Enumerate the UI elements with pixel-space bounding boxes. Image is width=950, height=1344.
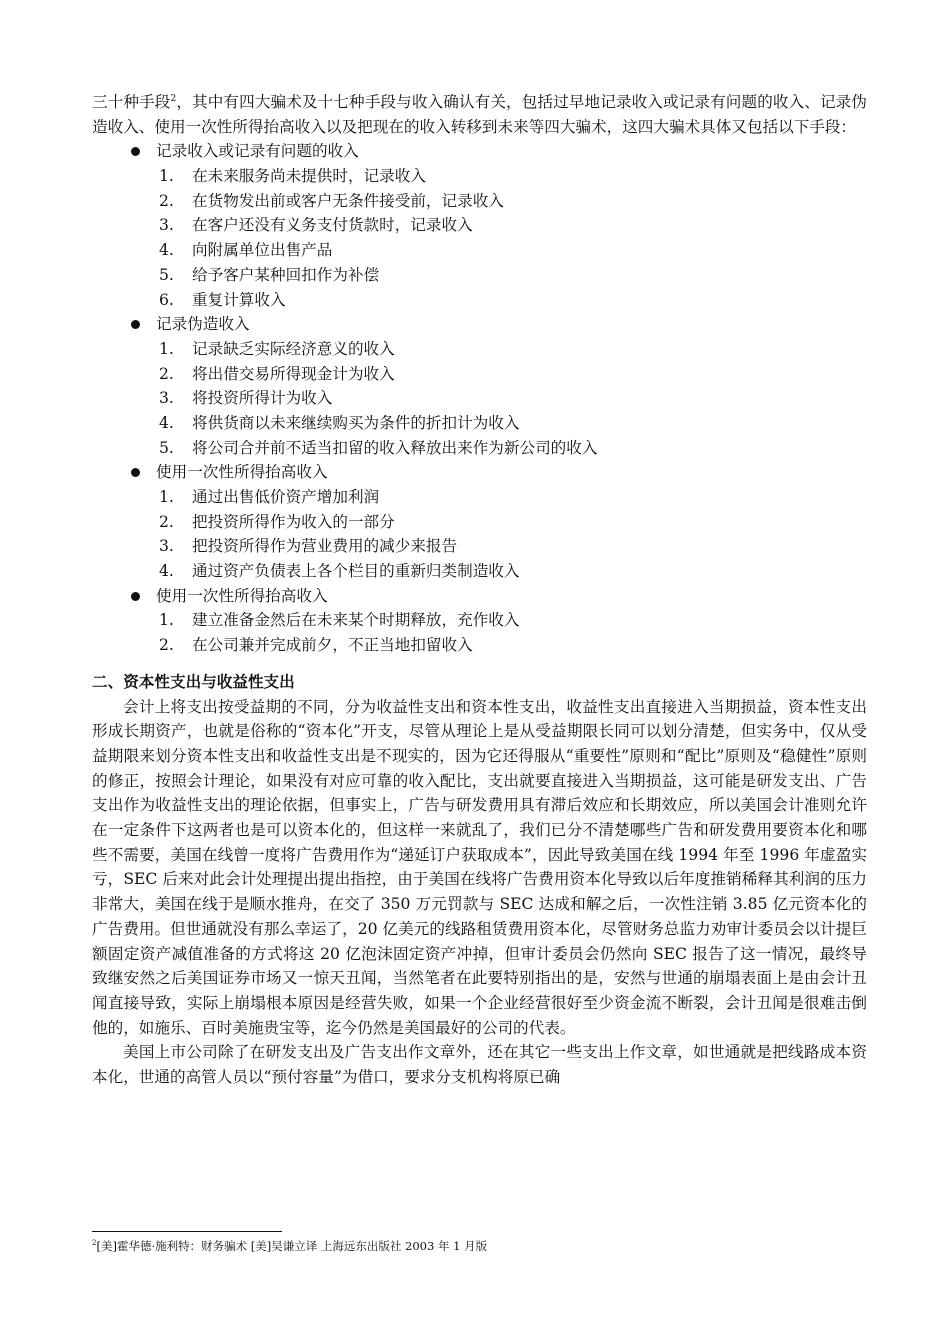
item-text: 在公司兼并完成前夕，不正当地扣留收入 <box>192 636 473 655</box>
item-text: 把投资所得作为营业费用的减少来报告 <box>192 537 458 556</box>
sub-list-item <box>92 288 867 313</box>
sub-list-item <box>92 608 867 633</box>
item-number: 6. <box>159 290 174 309</box>
item-number: 1. <box>159 167 174 186</box>
bullet-dot-icon <box>131 468 140 477</box>
footnote-reference: 2 <box>170 93 177 104</box>
item-text: 在货物发出前或客户无条件接受前，记录收入 <box>192 191 504 210</box>
sub-list-item <box>92 263 867 288</box>
page-content <box>92 90 867 1090</box>
item-text: 向附属单位出售产品 <box>192 241 333 260</box>
intro-paragraph <box>92 90 867 139</box>
fraud-technique-list <box>92 139 867 657</box>
item-number: 5. <box>159 438 174 457</box>
sub-list-item <box>92 238 867 263</box>
footnote <box>92 1238 487 1254</box>
item-number: 1. <box>159 339 174 358</box>
item-text: 把投资所得作为收入的一部分 <box>192 512 395 531</box>
item-text: 通过资产负债表上各个栏目的重新归类制造收入 <box>192 562 520 581</box>
bullet-dot-icon <box>131 147 140 156</box>
bullet-item <box>92 584 867 609</box>
section-heading: 二、资本性支出与收益性支出 <box>92 672 295 691</box>
sub-list-item <box>92 534 867 559</box>
item-text: 将投资所得计为收入 <box>192 389 333 408</box>
bullet-item <box>92 139 867 164</box>
intro-lead: 三十种手段 <box>92 93 171 111</box>
sub-list-item <box>92 633 867 658</box>
item-text: 在客户还没有义务支付货款时，记录收入 <box>192 216 473 235</box>
intro-rest: ，其中有四大骗术及十七种手段与收入确认有关，包括过早地记录收入或记录有问题的收入、记录伪造收入、使用一次性所得抬高收入以及把现在的收入转移到未来等四大骗术，这四大骗术具体又包括以下手段： <box>92 93 867 136</box>
item-number: 2. <box>159 636 174 655</box>
sub-list-item <box>92 164 867 189</box>
item-number: 2. <box>159 191 174 210</box>
bullet-item <box>92 312 867 337</box>
item-text: 给予客户某种回扣作为补偿 <box>192 265 380 284</box>
item-number: 3. <box>159 389 174 408</box>
bullet-title: 使用一次性所得抬高收入 <box>156 463 328 482</box>
sub-list-item <box>92 362 867 387</box>
item-text: 在未来服务尚未提供时，记录收入 <box>192 167 426 186</box>
footnote-number: 2 <box>92 1239 97 1248</box>
bullet-title: 记录收入或记录有问题的收入 <box>156 142 359 161</box>
item-text: 重复计算收入 <box>192 290 286 309</box>
item-text: 将公司合并前不适当扣留的收入释放出来作为新公司的收入 <box>192 438 598 457</box>
bullet-item <box>92 460 867 485</box>
item-text: 将出借交易所得现金计为收入 <box>192 364 395 383</box>
item-text: 将供货商以未来继续购买为条件的折扣计为收入 <box>192 413 520 432</box>
item-number: 3. <box>159 216 174 235</box>
sub-list-item <box>92 189 867 214</box>
body-paragraph: 美国上市公司除了在研发支出及广告支出作文章外，还在其它一些支出上作文章，如世通就是把线路成本资本化，世通的高管人员以“预付容量”为借口，要求分支机构将原已确 <box>92 1043 867 1087</box>
footnote-text: [美]霍华德·施利特：财务骗术 [美]吴谦立译 上海远东出版社 2003 年 1 月版 <box>96 1239 488 1253</box>
item-number: 2. <box>159 364 174 383</box>
footnote-divider <box>92 1231 282 1232</box>
item-number: 4. <box>159 562 174 581</box>
item-number: 1. <box>159 488 174 507</box>
sub-list-item <box>92 559 867 584</box>
sub-list-item <box>92 485 867 510</box>
item-text: 建立准备金然后在未来某个时期释放，充作收入 <box>192 611 520 630</box>
item-text: 通过出售低价资产增加利润 <box>192 488 380 507</box>
sub-list-item <box>92 436 867 461</box>
sub-list-item <box>92 386 867 411</box>
sub-list-item <box>92 337 867 362</box>
sub-list-item <box>92 510 867 535</box>
item-text: 记录缺乏实际经济意义的收入 <box>192 339 395 358</box>
item-number: 2. <box>159 512 174 531</box>
item-number: 5. <box>159 265 174 284</box>
item-number: 1. <box>159 611 174 630</box>
bullet-title: 使用一次性所得抬高收入 <box>156 586 328 605</box>
item-number: 4. <box>159 413 174 432</box>
sub-list-item <box>92 213 867 238</box>
sub-list-item <box>92 411 867 436</box>
item-number: 4. <box>159 241 174 260</box>
item-number: 3. <box>159 537 174 556</box>
bullet-dot-icon <box>131 320 140 329</box>
bullet-dot-icon <box>131 592 140 601</box>
bullet-title: 记录伪造收入 <box>156 315 250 334</box>
body-paragraph: 会计上将支出按受益期的不同，分为收益性支出和资本性支出，收益性支出直接进入当期损益，资本性支出形成长期资产，也就是俗称的“资本化”开支，尽管从理论上是从受益期限长同可以划分清楚，但实务中，仅从受益期限来划分资本性支出和收益性支出是不现实的，因为它还得服从“重要性”原则和“配比”原则及“稳健性”原则的修正，按照会计理论，如果没有对应可靠的收入配比，支出就要直接进入当期损益，这可能是研发支出、广告支出作为收益性支出的理论依据，但事实上，广告与研发费用具有滞后效应和长期效应，所以美国会计准则允许在一定条件下这两者也是可以资本化的，但这样一来就乱了，我们已分不清楚哪些广告和研发费用要资本化和哪些不需要，美国在线曾一度将广告费用作为“递延订户获取成本”，因此导致美国在线 1994 年至 1996 年虚盈实亏，SEC 后来对此会计处理提出提出指控，由于美国在线将广告费用资本化导致以后年度推销稀释其利润的压力非常大，美国在线于是顺水推舟，在交了 350 万元罚款与 SEC 达成和解之后，一次性注销 3.85 亿元资本化的广告费用。但世通就没有那么幸运了，20 亿美元的线路租赁费用资本化，尽管财务总监力劝审计委员会以计提巨额固定资产减值准备的方式将这 20 亿泡沫固定资产冲掉，但审计委员会仍然向 SEC 报告了这一情况，最终导致继安然之后美国证券市场又一惊天丑闻，当然笔者在此要特别指出的是，安然与世通的崩塌表面上是由会计丑闻直接导致，实际上崩塌根本原因是经营失败，如果一个企业经营很好至少资金流不断裂，会计丑闻是很难击倒他的，如施乐、百时美施贵宝等，迄今仍然是美国最好的公司的代表。 <box>92 697 867 1037</box>
